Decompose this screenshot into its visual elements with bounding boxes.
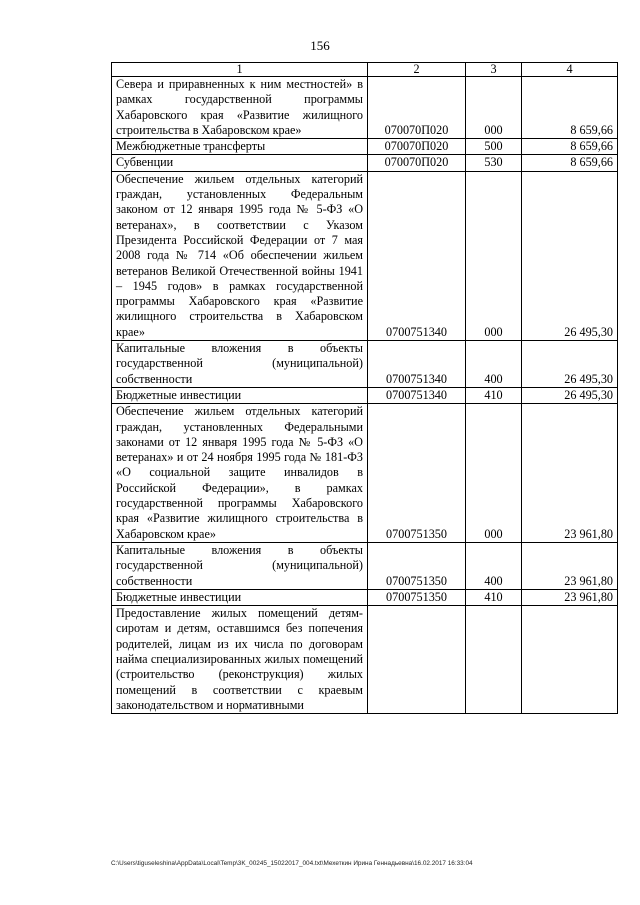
row-kind: 530 [466,155,522,171]
row-sum: 8 659,66 [522,155,618,171]
table-row [112,606,618,714]
table-row [112,589,618,605]
table-row [112,341,618,388]
row-sum [522,606,618,714]
column-header-sum: 4 [522,63,618,77]
row-sum: 26 495,30 [522,341,618,388]
row-kind: 410 [466,387,522,403]
row-name: Севера и приравненных к ним местностей» в рамках государственной программы Хабаровского края «Развитие жилищного строительства в Хабаровском крае» [112,77,368,139]
row-code: 070070П020 [368,155,466,171]
row-sum: 23 961,80 [522,404,618,543]
row-code: 070070П020 [368,139,466,155]
row-sum: 23 961,80 [522,542,618,589]
budget-table [111,62,618,714]
document-footer-path: C:\Users\tiguseleshina\AppData\Local\Temp\3K_00245_15022017_004.txt\Мехеткин Ирина Геннадьевна\16.02.2017 16:33:04 [111,860,473,867]
row-code: 0700751350 [368,542,466,589]
row-code: 0700751340 [368,171,466,340]
row-kind: 500 [466,139,522,155]
column-header-kind: 3 [466,63,522,77]
table-row [112,139,618,155]
row-code: 070070П020 [368,77,466,139]
row-name: Бюджетные инвестиции [112,387,368,403]
row-name: Капитальные вложения в объекты государственной (муниципальной) собственности [112,542,368,589]
row-sum: 26 495,30 [522,387,618,403]
row-sum: 26 495,30 [522,171,618,340]
table-row [112,387,618,403]
table-header-row [112,63,618,77]
row-name: Субвенции [112,155,368,171]
row-kind: 000 [466,171,522,340]
row-sum: 8 659,66 [522,139,618,155]
table-row [112,542,618,589]
row-name: Обеспечение жильем отдельных категорий граждан, установленных Федеральными законами от 12 января 1995 года № 5-ФЗ «О ветеранах» и от 24 ноября 1995 года № 181-ФЗ «О социальной защите инвалидов в Российской Федерации», в рамках государственной программы Хабаровского края «Развитие жилищного строительства в Хабаровском крае» [112,404,368,543]
row-sum: 8 659,66 [522,77,618,139]
column-header-name: 1 [112,63,368,77]
row-kind: 400 [466,542,522,589]
row-name: Межбюджетные трансферты [112,139,368,155]
row-name: Обеспечение жильем отдельных категорий граждан, установленных Федеральным законом от 12 января 1995 года № 5-ФЗ «О ветеранах», в соответствии с Указом Президента Российской Федерации от 7 мая 2008 года № 714 «Об обеспечении жильем ветеранов Великой Отечественной войны 1941 – 1945 годов» в рамках государственной программы Хабаровского края «Развитие жилищного строительства в Хабаровском крае» [112,171,368,340]
column-header-code: 2 [368,63,466,77]
row-kind [466,606,522,714]
row-code: 0700751340 [368,387,466,403]
page-number: 156 [310,38,330,53]
table-row [112,155,618,171]
row-kind: 400 [466,341,522,388]
row-kind: 000 [466,77,522,139]
row-kind: 410 [466,589,522,605]
table-row [112,171,618,340]
row-code: 0700751350 [368,404,466,543]
table-row [112,404,618,543]
row-code: 0700751340 [368,341,466,388]
row-name: Капитальные вложения в объекты государственной (муниципальной) собственности [112,341,368,388]
row-kind: 000 [466,404,522,543]
row-name: Предоставление жилых помещений детям-сиротам и детям, оставшимся без попечения родителей, лицам из их числа по договорам найма специализированных жилых помещений (строительство (реконструкция) жилых помещений в соответствии с краевым законодательством и нормативными [112,606,368,714]
row-sum: 23 961,80 [522,589,618,605]
table-row [112,77,618,139]
row-code: 0700751350 [368,589,466,605]
row-code [368,606,466,714]
row-name: Бюджетные инвестиции [112,589,368,605]
